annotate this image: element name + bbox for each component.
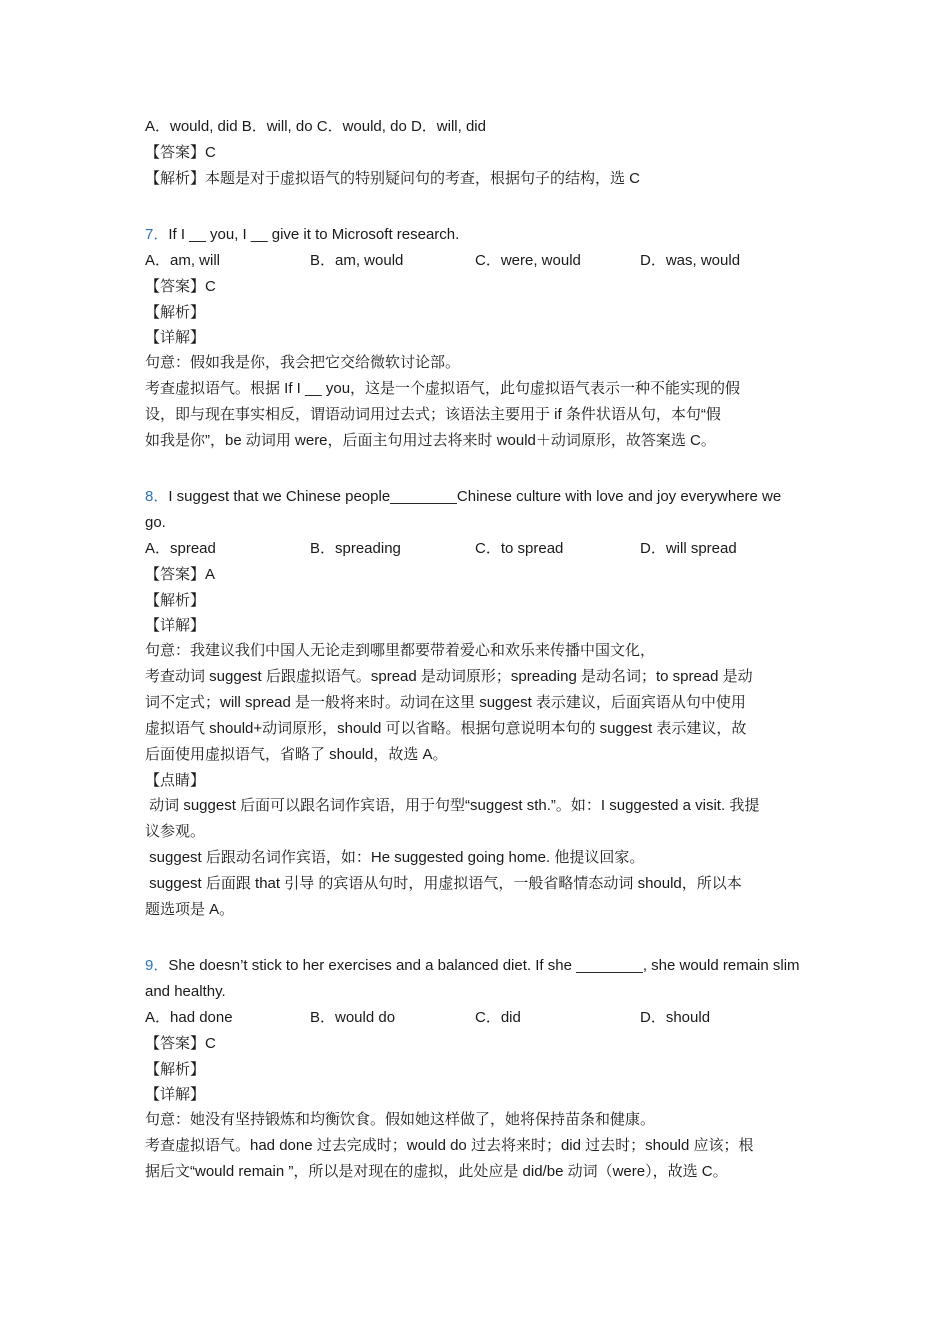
q7-stem-text: If I __ you, I __ give it to Microsoft research. xyxy=(168,226,460,243)
q9-line-2: 考查虚拟语气。had done 过去完成时；would do 过去将来时；did 过去时；should 应该；根 xyxy=(145,1137,754,1154)
q8-tip-line-2: 议参观。 xyxy=(145,823,206,840)
q9-answer: 【答案】C xyxy=(145,1035,216,1052)
q8-tip-label: 【点睛】 xyxy=(145,772,206,789)
q8-option-a: A．spread xyxy=(145,540,216,557)
q8-answer: 【答案】A xyxy=(145,566,216,583)
q8-tip-line-5: 题选项是 A。 xyxy=(145,901,235,918)
q8-analysis-label: 【解析】 xyxy=(145,592,206,609)
q8-line-3: 词不定式；will spread 是一般将来时。动词在这里 suggest 表示建议，后面宾语从句中使用 xyxy=(145,694,746,711)
q9-option-b: B．would do xyxy=(310,1009,396,1026)
q8-tip xyxy=(145,793,810,923)
q7-option-b: B．am, would xyxy=(310,252,404,269)
q8-tip-line-3: suggest 后跟动名词作宾语，如：He suggested going home. 他提议回家。 xyxy=(145,849,645,866)
q8-line-2: 考查动词 suggest 后跟虚拟语气。spread 是动词原形；spreading 是动名词；to spread 是动 xyxy=(145,668,753,685)
spacer xyxy=(145,923,810,953)
q7-explanation xyxy=(145,350,810,454)
q9-analysis-label: 【解析】 xyxy=(145,1061,206,1078)
q7-number: 7． xyxy=(145,226,169,243)
q7-detail-label: 【详解】 xyxy=(145,329,206,346)
q8-line-4: 虚拟语气 should+动词原形，should 可以省略。根据句意说明本句的 suggest 表示建议，故 xyxy=(145,720,747,737)
q9-option-c: C．did xyxy=(475,1009,521,1026)
q9-stem xyxy=(145,953,810,979)
q9-options xyxy=(145,1005,810,1031)
q8-stem xyxy=(145,484,810,510)
q7-options xyxy=(145,248,810,274)
q6-analysis: 【解析】本题是对于虚拟语气的特别疑问句的考查，根据句子的结构，选 C xyxy=(145,170,641,187)
q7-stem xyxy=(145,222,810,248)
q7-analysis-label: 【解析】 xyxy=(145,304,206,321)
q9-detail-label: 【详解】 xyxy=(145,1086,206,1103)
q9-line-3: 据后文“would remain ”，所以是对现在的虚拟，此处应是 did/be 动词（were），故选 C。 xyxy=(145,1163,728,1180)
q9-option-a: A．had done xyxy=(145,1009,233,1026)
spacer xyxy=(145,454,810,484)
q8-options xyxy=(145,536,810,562)
q9-number: 9． xyxy=(145,957,169,974)
q7-line-1: 句意：假如我是你，我会把它交给微软讨论部。 xyxy=(145,354,461,371)
q8-option-c: C．to spread xyxy=(475,540,564,557)
q8-tip-line-1: 动词 suggest 后面可以跟名词作宾语，用于句型“suggest sth.”。如：I suggested a visit. 我提 xyxy=(145,797,760,814)
spacer xyxy=(145,192,810,222)
q8-stem-text-1: I suggest that we Chinese people________Chinese culture with love and joy everywhere we xyxy=(168,488,782,505)
q7-line-2: 考查虚拟语气。根据 If I __ you，这是一个虚拟语气，此句虚拟语气表示一种不能实现的假 xyxy=(145,380,741,397)
q8-tip-line-4: suggest 后面跟 that 引导 的宾语从句时，用虚拟语气，一般省略情态动词 should，所以本 xyxy=(145,875,742,892)
document-page xyxy=(145,114,810,1185)
q7-option-d: D．was, would xyxy=(640,252,741,269)
q8-option-d: D．will spread xyxy=(640,540,737,557)
q9-line-1: 句意：她没有坚持锻炼和均衡饮食。假如她这样做了，她将保持苗条和健康。 xyxy=(145,1111,656,1128)
q8-line-1: 句意：我建议我们中国人无论走到哪里都要带着爱心和欢乐来传播中国文化， xyxy=(145,642,656,659)
q9-explanation xyxy=(145,1107,810,1185)
q8-explanation xyxy=(145,638,810,768)
q6-answer: 【答案】C xyxy=(145,144,216,161)
q7-line-3: 设，即与现在事实相反，谓语动词用过去式；该语法主要用于 if 条件状语从句，本句“假 xyxy=(145,406,721,423)
q9-stem-text-2: and healthy. xyxy=(145,983,226,1000)
q8-detail-label: 【详解】 xyxy=(145,617,206,634)
q9-option-d: D．should xyxy=(640,1009,711,1026)
q7-answer: 【答案】C xyxy=(145,278,216,295)
q6-options: A．would, did B．will, do C．would, do D．will, did xyxy=(145,118,486,135)
q7-line-4: 如我是你”，be 动词用 were，后面主句用过去将来时 would＋动词原形，故答案选 C。 xyxy=(145,432,716,449)
q8-option-b: B．spreading xyxy=(310,540,401,557)
q7-option-c: C．were, would xyxy=(475,252,581,269)
q7-option-a: A．am, will xyxy=(145,252,221,269)
q9-stem-text-1: She doesn’t stick to her exercises and a balanced diet. If she ________, she would remain slim xyxy=(168,957,800,974)
q8-line-5: 后面使用虚拟语气，省略了 should，故选 A。 xyxy=(145,746,448,763)
q8-number: 8． xyxy=(145,488,169,505)
q8-stem-text-2: go. xyxy=(145,514,166,531)
